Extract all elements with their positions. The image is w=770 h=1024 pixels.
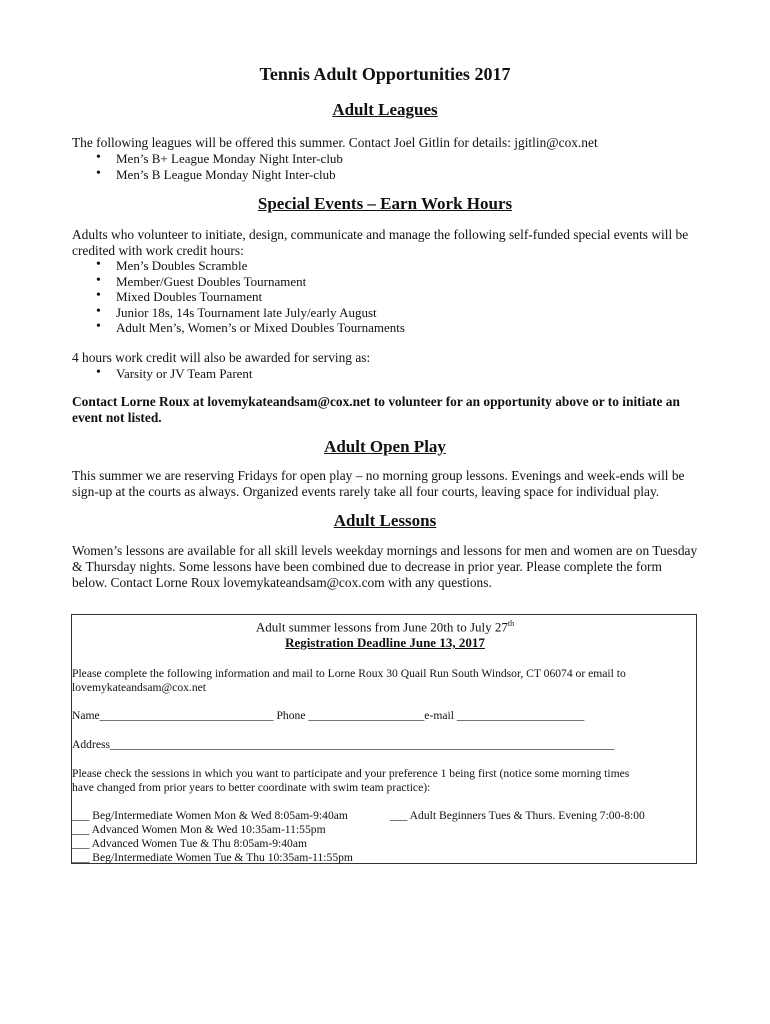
session-option[interactable]: ___ Beg/Intermediate Women Mon & Wed 8:05am-9:40am <box>72 809 348 822</box>
work-credit-text: 4 hours work credit will also be awarded for serving as: <box>72 350 371 365</box>
list-item: • Varsity or JV Team Parent <box>96 366 253 382</box>
registration-form <box>71 614 697 864</box>
form-instructions: Please complete the following information and mail to Lorne Roux 30 Quail Run South Windsor, CT 06074 or email to <box>72 667 626 680</box>
open-play-heading: Adult Open Play <box>324 437 446 456</box>
special-events-list <box>96 258 405 336</box>
form-header-text: Adult summer lessons from June 20th to July 27 <box>255 619 508 635</box>
list-item: • Adult Men’s, Women’s or Mixed Doubles Tournaments <box>96 320 405 336</box>
leagues-intro: The following leagues will be offered this summer. Contact Joel Gitlin for details: jgitlin@cox.net <box>72 135 598 150</box>
work-credit-list <box>96 366 253 382</box>
special-events-intro: Adults who volunteer to initiate, design, communicate and manage the following self-funded special events will be credited with work credit hours: <box>72 227 689 258</box>
list-item: • Men’s Doubles Scramble <box>96 258 405 274</box>
session-instructions-cont: have changed from prior years to better coordinate with swim team practice): <box>72 781 431 794</box>
list-item: • Men’s B+ League Monday Night Inter-club <box>96 151 343 167</box>
session-instructions: Please check the sessions in which you want to participate and your preference 1 being first (notice some morning times <box>72 767 630 780</box>
leagues-heading: Adult Leagues <box>332 100 438 119</box>
name-phone-email-field[interactable]: Name______________________________ Phone ____________________e-mail ______________________ <box>72 709 585 722</box>
special-events-heading: Special Events – Earn Work Hours <box>257 194 513 213</box>
list-item: • Member/Guest Doubles Tournament <box>96 274 405 290</box>
registration-deadline: Registration Deadline June 13, 2017 <box>285 635 485 650</box>
list-item: • Junior 18s, 14s Tournament late July/early August <box>96 305 405 321</box>
form-instructions-email: lovemykateandsam@cox.net <box>72 681 206 694</box>
open-play-text: This summer we are reserving Fridays for open play – no morning group lessons. Evenings and week-ends will be sign-up at the courts as always. Organized events rarely take all four courts, leaving space for individual play. <box>72 468 685 499</box>
lessons-text: Women’s lessons are available for all skill levels weekday mornings and lessons for men and women are on Tuesday & Thursday nights. Some lessons have been combined due to decrease in prior year. Please complete the form below. Contact Lorne Roux lovemykateandsam@cox.com with any questions. <box>72 543 698 590</box>
lessons-heading: Adult Lessons <box>333 511 437 530</box>
list-item: • Men’s B League Monday Night Inter-club <box>96 167 343 183</box>
leagues-list <box>96 151 343 182</box>
session-option[interactable]: ___ Advanced Women Tue & Thu 8:05am-9:40am <box>72 837 308 850</box>
volunteer-contact: Contact Lorne Roux at lovemykateandsam@cox.net to volunteer for an opportunity above or to initiate an event not listed. <box>72 394 680 425</box>
document-title: Tennis Adult Opportunities 2017 <box>259 64 511 84</box>
session-option-evening[interactable]: ___ Adult Beginners Tues & Thurs. Evening 7:00-8:00 <box>390 809 645 822</box>
list-item: • Mixed Doubles Tournament <box>96 289 405 305</box>
session-option[interactable]: ___ Advanced Women Mon & Wed 10:35am-11:55pm <box>72 823 326 836</box>
address-field[interactable]: Address_______________________________________________________________________________________ <box>72 738 615 751</box>
form-header-sup: th <box>507 619 515 628</box>
form-header <box>72 619 698 635</box>
session-option[interactable]: ___ Beg/Intermediate Women Tue & Thu 10:35am-11:55pm <box>72 851 353 864</box>
